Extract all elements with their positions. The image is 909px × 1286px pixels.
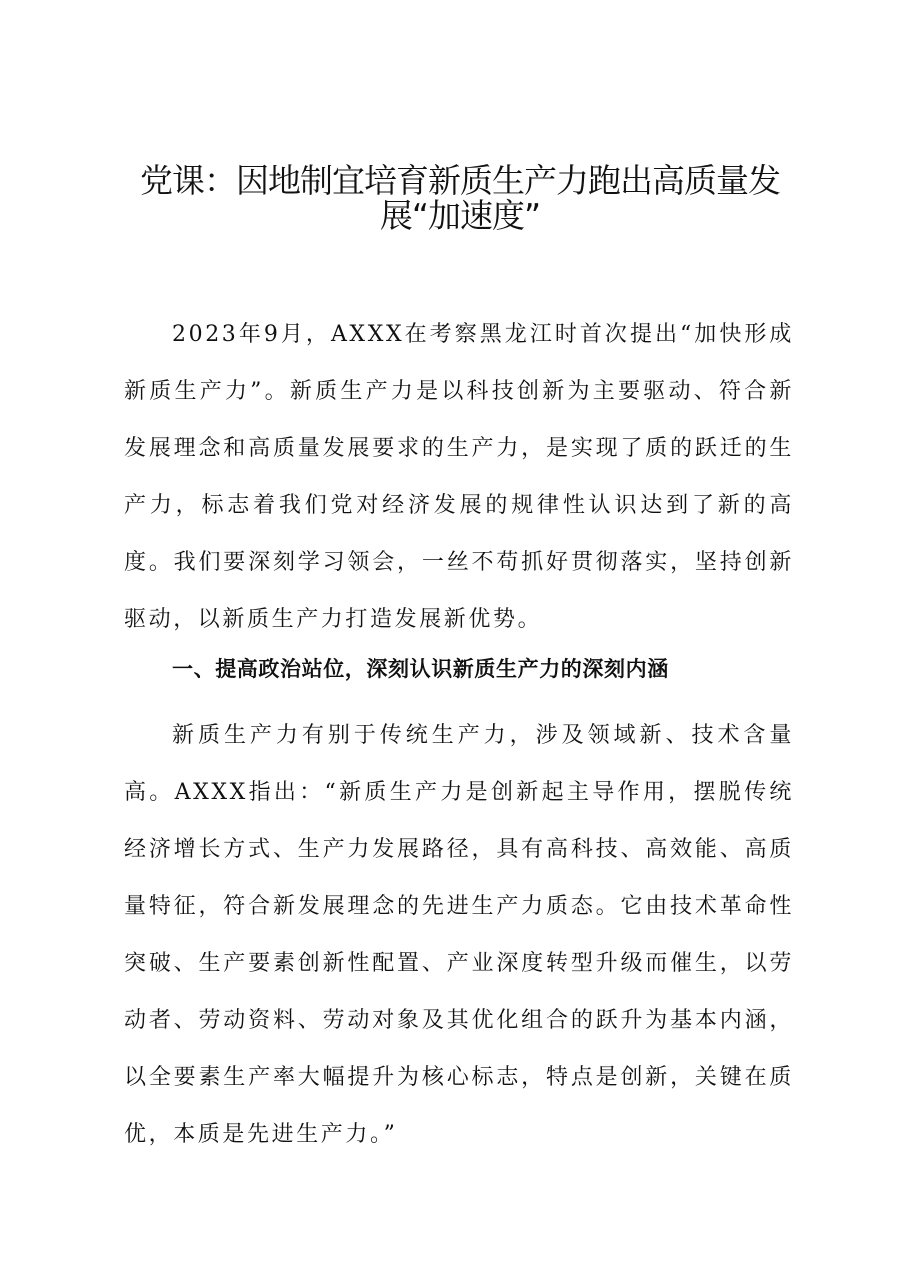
section-heading-1: 一、提高政治站位，深刻认识新质生产力的深刻内涵 — [172, 657, 669, 681]
section-1-paragraph: 新质生产力有别于传统生产力，涉及领域新、技术含量高。AXXX指出：“新质生产力是创新起主导作用，摆脱传统经济增长方式、生产力发展路径，具有高科技、高效能、高质量特征，符合新发展理念的先进生产力质态。它由技术革命性突破、生产要素创新性配置、产业深度转型升级而催生，以劳动者、劳动资料、劳动对象及其优化组合的跃升为基本内涵，以全要素生产率大幅提升为核心标志，特点是创新，关键在质优，本质是先进生产力。” — [124, 723, 794, 1147]
document-title-line-2: 展“加速度” — [379, 196, 541, 235]
intro-paragraph: 2023年9月，AXXX在考察黑龙江时首次提出“加快形成新质生产力”。新质生产力是以科技创新为主要驱动、符合新发展理念和高质量发展要求的生产力，是实现了质的跃迁的生产力，标志着我们党对经济发展的规律性认识达到了新的高度。我们要深刻学习领会，一丝不苟抓好贯彻落实，坚持创新驱动，以新质生产力打造发展新优势。 — [124, 322, 794, 632]
document-title-line-1: 党课：因地制宜培育新质生产力跑出高质量发 — [140, 161, 780, 200]
